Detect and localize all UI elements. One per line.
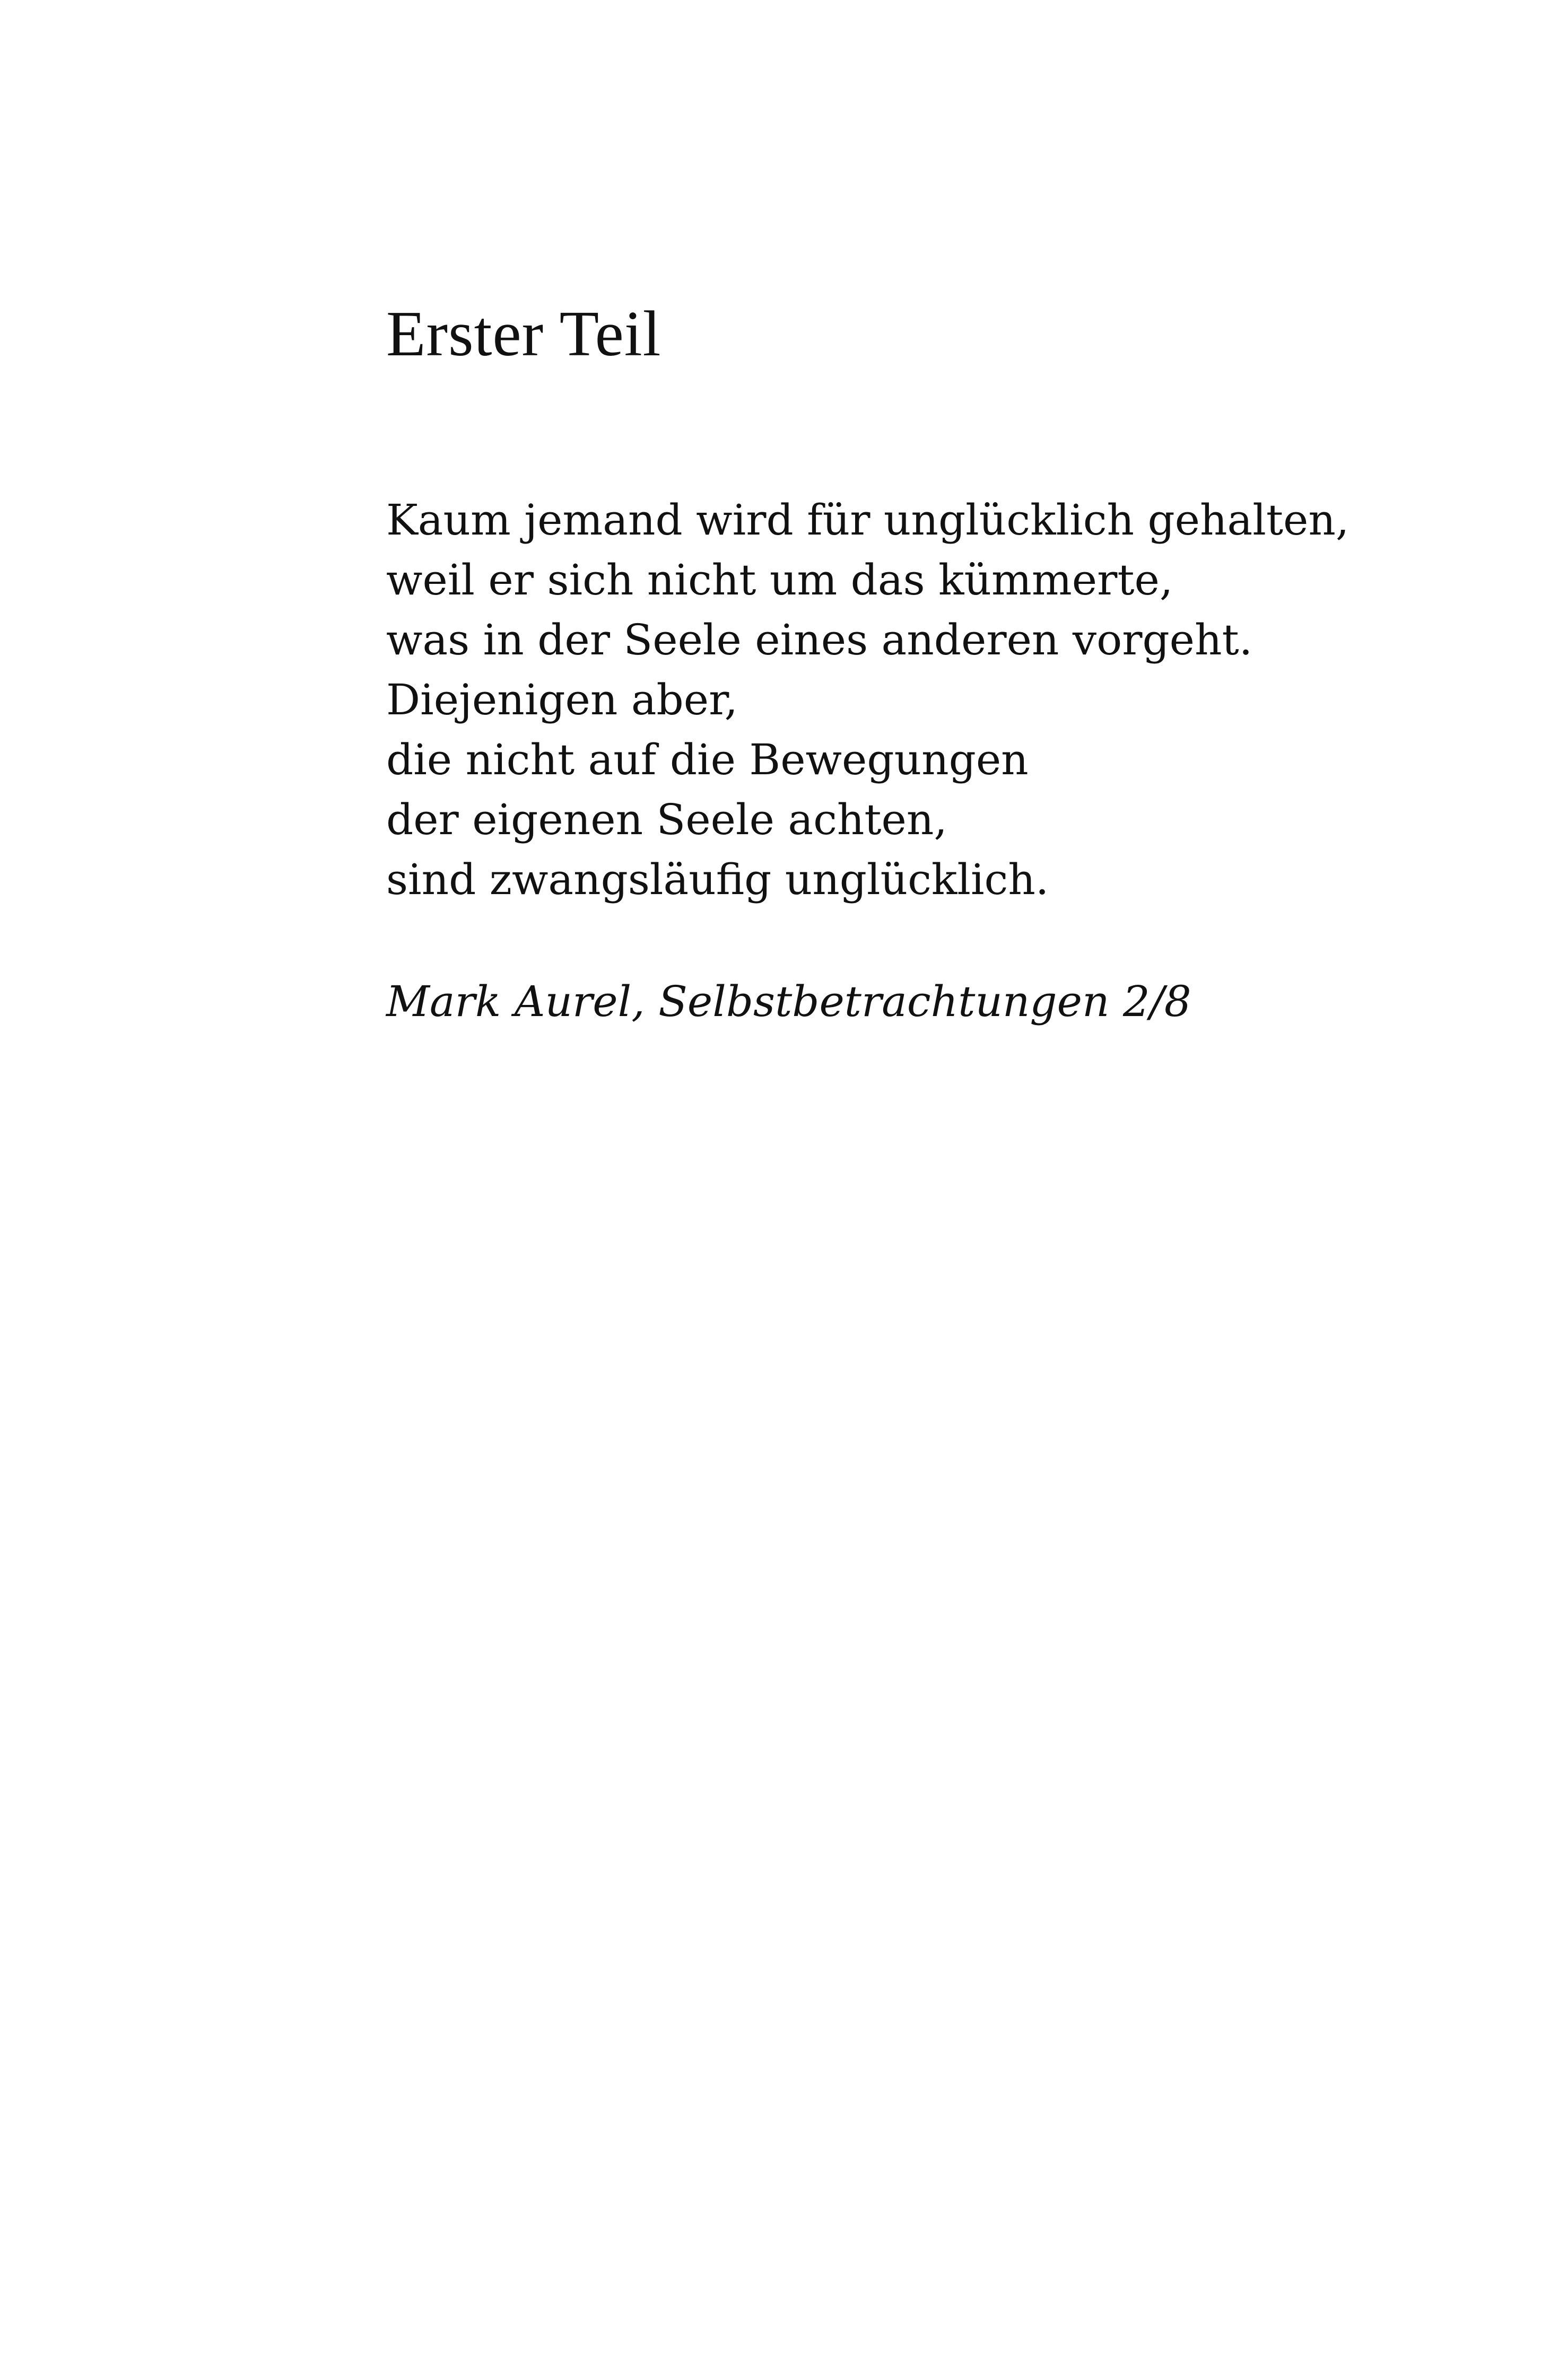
verse-line: die nicht auf die Bewegungen	[386, 735, 1029, 784]
verse-line: weil er sich nicht um das kümmerte,	[386, 555, 1173, 605]
chapter-title: Erster Teil	[386, 298, 661, 370]
verse-line: Diejenigen aber,	[386, 675, 738, 724]
epigraph-attribution: Mark Aurel, Selbstbetrachtungen 2/8	[386, 977, 1191, 1026]
verse-line: der eigenen Seele achten,	[386, 795, 947, 844]
verse-line: was in der Seele eines anderen vorgeht.	[386, 615, 1253, 664]
page-content	[386, 297, 1447, 1026]
epigraph-verse	[386, 490, 1349, 909]
verse-line: Kaum jemand wird für unglücklich gehalten,	[386, 495, 1350, 545]
verse-line: sind zwangsläufig unglücklich.	[386, 855, 1049, 904]
